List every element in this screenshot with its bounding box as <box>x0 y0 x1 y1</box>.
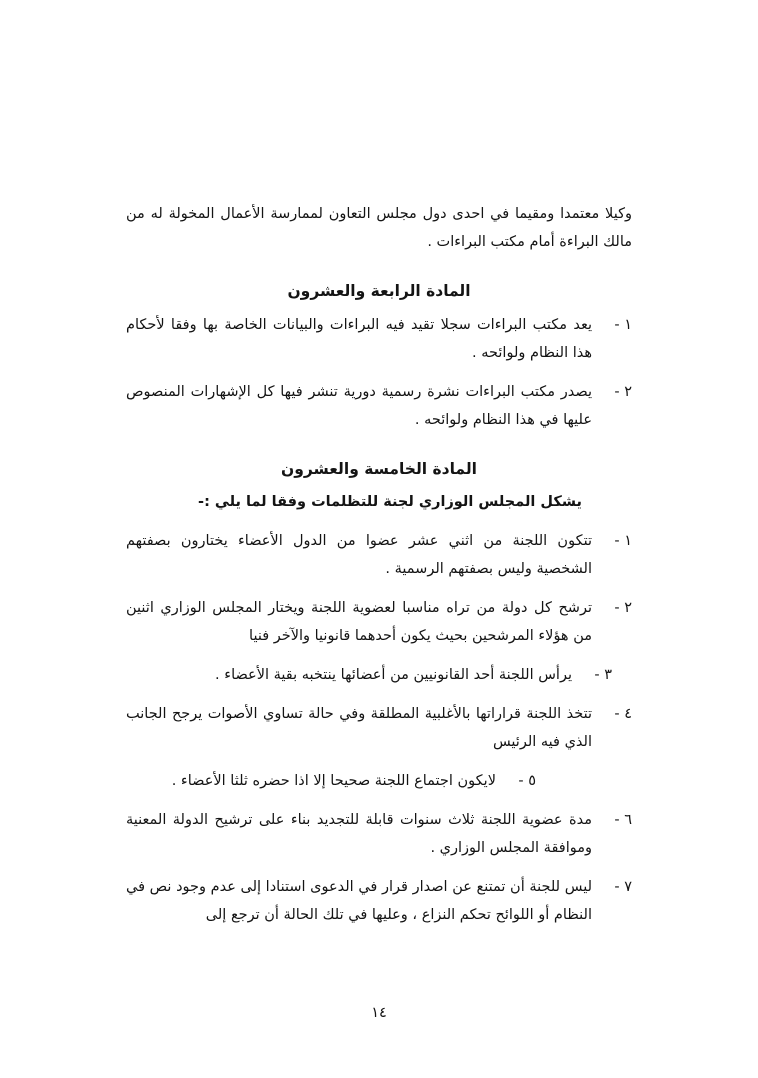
item-number: ٤ - <box>614 706 632 722</box>
article-25-item-7 <box>126 873 632 929</box>
page-content <box>126 200 632 929</box>
article-24-item-1 <box>126 311 632 367</box>
intro-paragraph: وكيلا معتمدا ومقيما في احدى دول مجلس التعاون لممارسة الأعمال المخولة له من مالك البراءة أمام مكتب البراءات . <box>126 206 632 250</box>
article-25-item-3 <box>126 661 612 689</box>
article-24-title: المادة الرابعة والعشرون <box>287 282 471 300</box>
item-number: ١ - <box>614 317 632 333</box>
page-number: ١٤ <box>371 1005 387 1021</box>
item-text: يصدر مكتب البراءات نشرة رسمية دورية تنشر فيها كل الإشهارات المنصوص عليها في هذا النظام ولوائحه . <box>126 384 592 428</box>
article-25-item-5 <box>126 767 536 795</box>
article-25-item-2 <box>126 594 632 650</box>
article-24-item-2 <box>126 378 632 434</box>
item-text: مدة عضوية اللجنة ثلاث سنوات قابلة للتجديد بناء على ترشيح الدولة المعنية وموافقة المجلس الوزاري . <box>126 812 592 856</box>
article-25-item-4 <box>126 700 632 756</box>
article-25-item-6 <box>126 806 632 862</box>
item-number: ٦ - <box>614 812 632 828</box>
item-number: ٥ - <box>518 773 536 789</box>
item-text: يعد مكتب البراءات سجلا تقيد فيه البراءات والبيانات الخاصة بها وفقا لأحكام هذا النظام ولوائحه . <box>126 317 592 361</box>
item-text: ترشح كل دولة من تراه مناسبا لعضوية اللجنة ويختار المجلس الوزاري اثنين من هؤلاء المرشحين بحيث يكون أحدهما قانونيا والآخر فنيا <box>126 600 592 644</box>
item-text: تتخذ اللجنة قراراتها بالأغلبية المطلقة وفي حالة تساوي الأصوات يرجح الجانب الذي فيه الرئيس <box>126 706 592 750</box>
item-text: تتكون اللجنة من اثني عشر عضوا من الدول الأعضاء يختارون بصفتهم الشخصية وليس بصفتهم الرسمية . <box>126 533 592 577</box>
article-25-title: المادة الخامسة والعشرون <box>281 460 477 478</box>
item-number: ١ - <box>614 533 632 549</box>
item-number: ٧ - <box>614 879 632 895</box>
item-number: ٣ - <box>594 667 612 683</box>
item-number: ٢ - <box>614 600 632 616</box>
item-text: يرأس اللجنة أحد القانونيين من أعضائها ينتخبه بقية الأعضاء . <box>215 667 572 683</box>
item-number: ٢ - <box>614 384 632 400</box>
item-text: ليس للجنة أن تمتنع عن اصدار قرار في الدعوى استنادا إلى عدم وجود نص في النظام أو اللوائح تحكم النزاع ، وعليها في تلك الحالة أن ترجع إلى <box>126 879 592 923</box>
article-25-item-1 <box>126 527 632 583</box>
article-25-subtitle: يشكل المجلس الوزاري لجنة للتظلمات وفقا لما يلي :- <box>198 494 582 510</box>
item-text: لايكون اجتماع اللجنة صحيحا إلا اذا حضره ثلثا الأعضاء . <box>171 773 496 789</box>
